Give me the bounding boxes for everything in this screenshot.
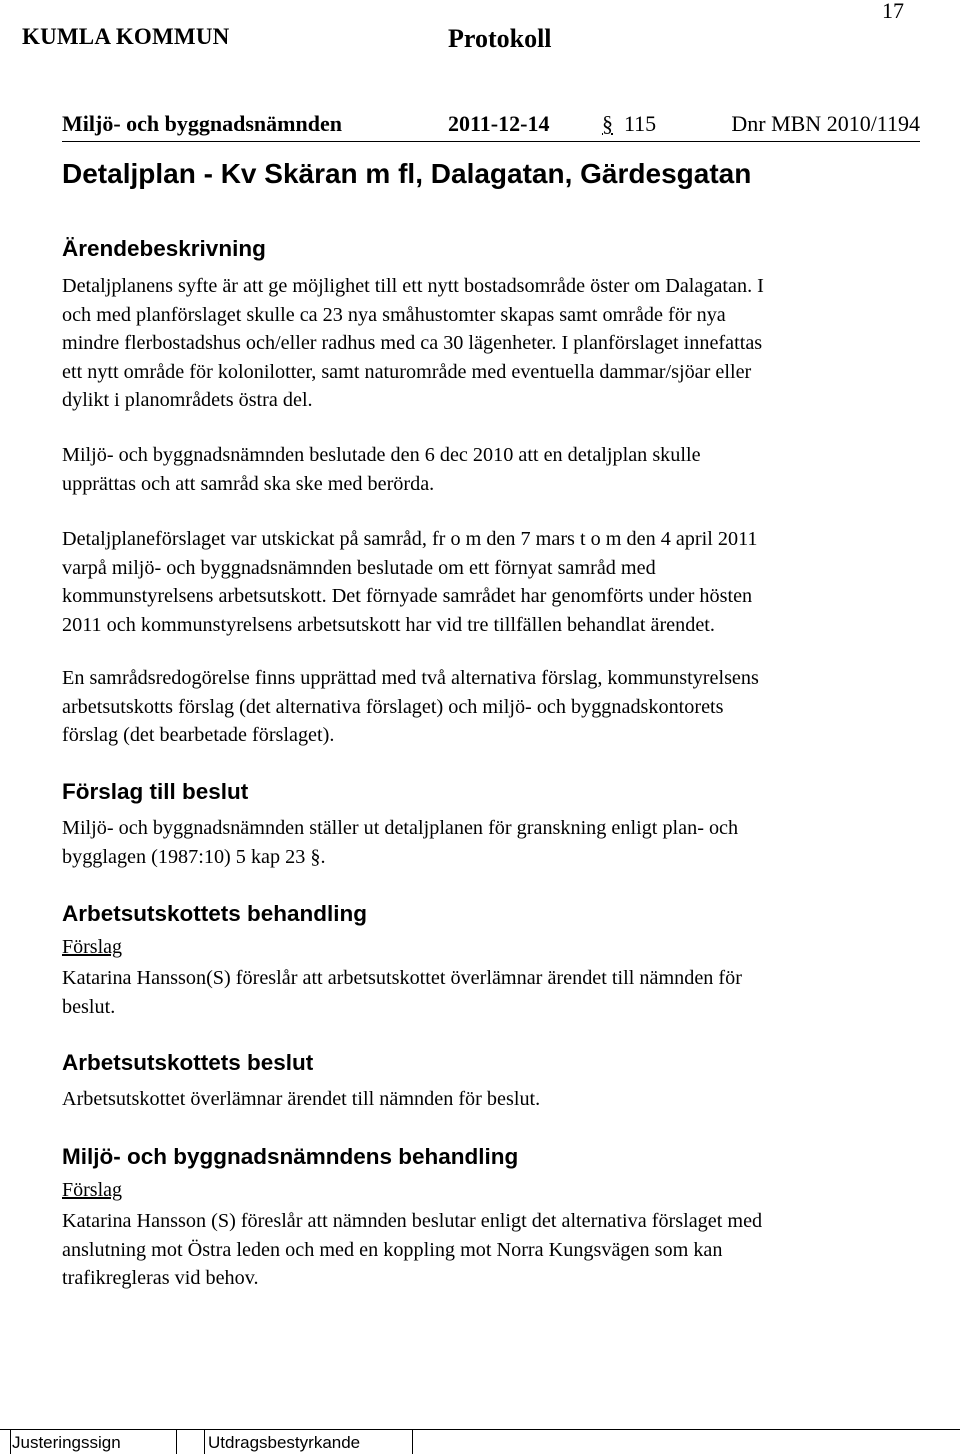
text-line: bygglagen (1987:10) 5 kap 23 §. (62, 845, 326, 868)
text-line: Miljö- och byggnadsnämnden ställer ut detaljplanen för granskning enligt plan- och (62, 817, 739, 839)
text-line: mindre flerbostadshus och/eller radhus med ca 30 lägenheter. I planförslaget innefattas (62, 332, 763, 355)
text-line: upprättas och att samråd ska ske med berörda. (62, 472, 435, 495)
text-line: kommunstyrelsens arbetsutskott. Det förnyade samrådet har genomförts under hösten (62, 585, 753, 608)
footer-divider (10, 1429, 11, 1454)
au-decision-heading: Arbetsutskottets beslut (62, 1050, 314, 1075)
text-line: och med planförslaget skulle ca 23 nya småhustomter skapas samt område för nya (62, 303, 726, 326)
board-handling-proposal-label: Förslag (62, 1179, 122, 1201)
board-handling-paragraph (62, 1207, 762, 1293)
footer-rule (0, 1429, 960, 1430)
meeting-meta-row (62, 111, 920, 142)
section-mark: § (602, 111, 613, 136)
case-number: Dnr MBN 2010/1194 (731, 111, 920, 136)
description-heading: Ärendebeskrivning (62, 236, 266, 261)
text-line: ett nytt område för kolonilotter, samt naturområde med eventuella dammar/sjöar eller (62, 360, 752, 383)
text-line: trafikregleras vid behov. (62, 1267, 259, 1290)
text-line: Katarina Hansson (S) föreslår att nämnden beslutar enligt det alternativa förslaget med (62, 1210, 763, 1232)
municipality-name: KUMLA KOMMUN (22, 24, 230, 49)
board-handling-heading: Miljö- och byggnadsnämndens behandling (62, 1144, 519, 1169)
description-paragraph-2 (62, 441, 701, 498)
footer-signature-label: Justeringssign (12, 1433, 121, 1452)
text-line: En samrådsredogörelse finns upprättad med två alternativa förslag, kommunstyrelsens (62, 667, 759, 689)
page-title: Detaljplan - Kv Skäran m fl, Dalagatan, Gärdesgatan (62, 158, 752, 189)
text-line: Arbetsutskottet överlämnar ärendet till nämnden för beslut. (62, 1088, 541, 1110)
section-number: 115 (624, 111, 657, 136)
footer-divider (176, 1429, 177, 1454)
proposal-heading: Förslag till beslut (62, 779, 249, 804)
document-type: Protokoll (448, 24, 552, 53)
au-handling-paragraph (62, 964, 742, 1021)
text-line: Detaljplaneförslaget var utskickat på samråd, fr o m den 7 mars t o m den 4 april 2011 (62, 528, 758, 550)
description-paragraph-4 (62, 664, 759, 750)
text-line: varpå miljö- och byggnadsnämnden beslutade om ett förnyat samråd med (62, 556, 656, 579)
text-line: Miljö- och byggnadsnämnden beslutade den 6 dec 2010 att en detaljplan skulle (62, 444, 701, 466)
footer-divider (204, 1429, 205, 1454)
proposal-paragraph (62, 814, 738, 871)
meeting-date: 2011-12-14 (448, 111, 550, 136)
text-line: Katarina Hansson(S) föreslår att arbetsutskottet överlämnar ärendet till nämnden för (62, 967, 742, 989)
text-line: anslutning mot Östra leden och med en koppling mot Norra Kungsvägen som kan (62, 1238, 723, 1261)
text-line: dylikt i planområdets östra del. (62, 389, 313, 412)
committee-name: Miljö- och byggnadsnämnden (62, 111, 342, 136)
text-line: 2011 och kommunstyrelsens arbetsutskott har vid tre tillfällen behandlat ärendet. (62, 613, 715, 636)
text-line: Detaljplanens syfte är att ge möjlighet till ett nytt bostadsområde öster om Dalagatan. I (62, 275, 764, 297)
description-paragraph-1 (62, 272, 764, 415)
au-handling-heading: Arbetsutskottets behandling (62, 901, 368, 926)
footer-divider (412, 1429, 413, 1454)
text-line: förslag (det bearbetade förslaget). (62, 724, 335, 747)
au-handling-proposal-label: Förslag (62, 936, 122, 958)
footer-certification-label: Utdragsbestyrkande (208, 1433, 361, 1452)
page-number: 17 (882, 0, 904, 23)
text-line: beslut. (62, 995, 116, 1018)
text-line: arbetsutskotts förslag (det alternativa förslaget) och miljö- och byggnadskontorets (62, 695, 724, 718)
description-paragraph-3 (62, 525, 758, 639)
au-decision-paragraph (62, 1085, 540, 1114)
